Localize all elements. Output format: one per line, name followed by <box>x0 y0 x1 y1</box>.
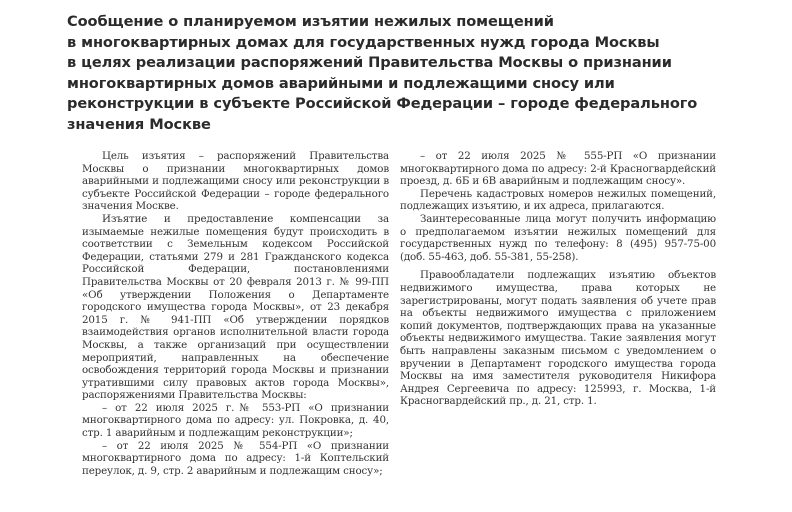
paragraph-contact-phone: Заинтересованные лица могут получить информацию о предполагаемом изъятии нежилых помещений для государственных нужд по телефону: 8 (495) 957-75-00 (доб. 55-463, доб. 55-381, 55-258). <box>400 212 716 263</box>
right-column <box>400 150 716 408</box>
title-line: значения Москве <box>67 115 211 133</box>
title-line: многоквартирных домов аварийными и подлежащими сносу или <box>67 74 615 92</box>
paragraph-cadastral-list: Перечень кадастровых номеров нежилых помещений, подлежащих изъятию, и их адреса, прилагаются. <box>400 187 716 213</box>
title-line: реконструкции в субъекте Российской Федерации – городе федерального <box>67 95 698 113</box>
title-line: в целях реализации распоряжений Правительства Москвы о признании <box>67 54 672 72</box>
paragraph-order-554: – от 22 июля 2025 № 554-РП «О признании многоквартирного дома по адресу: 1-й Коптельский переулок, д. 9, стр. 2 аварийным и подлежащим сносу»; <box>82 439 389 477</box>
paragraph-compensation: Изъятие и предоставление компенсации за изымаемые нежилые помещения будут происходить в соответствии с Земельным кодексом Российской Федерации, статьями 279 и 281 Гражданского кодекса Российской Федерации, постановлениями Правительства Москвы от 20 февраля 2013 г. № 99-ПП «Об утверждении Положения о Департаменте городского имущества города Москвы», от 23 декабря 2015 г. № 941-ПП «Об утверждении порядков взаимодействия органов исполнительной власти города Москвы, а также организаций при осуществлении мероприятий, направленных на обеспечение освобождения территорий города Москвы и признании утратившими силу правовых актов города Москвы», распоряжениями Правительства Москвы: <box>82 212 389 402</box>
left-column <box>82 150 389 477</box>
title-line: Сообщение о планируемом изъятии нежилых помещений <box>67 13 554 30</box>
title-line: в многоквартирных домах для государственных нужд города Москвы <box>67 33 660 51</box>
paragraph-rights-holders: Правообладатели подлежащих изъятию объектов недвижимого имущества, права которых не зарегистрированы, могут подать заявления об учете прав на объекты недвижимого имущества с приложением копий документов, подтверждающих права на указанные объекты недвижимого имущества. Такие заявления могут быть направлены заказным письмом с уведомлением о вручении в Департамент городского имущества города Москвы на имя заместителя руководителя Никифора Андрея Сергеевича по адресу: 125993, г. Москва, 1-й Красногвардейский пр., д. 21, стр. 1. <box>400 269 716 408</box>
page-title <box>67 12 747 136</box>
paragraph-order-555: – от 22 июля 2025 № 555-РП «О признании многоквартирного дома по адресу: 2-й Красногвардейский проезд, д. 6Б и 6В аварийным и подлежащим сносу». <box>400 150 716 188</box>
paragraph-order-553: – от 22 июля 2025 г.№ 553-РП «О признании многоквартирного дома по адресу: ул. Покровка, д. 40, стр. 1 аварийным и подлежащим реконструкции»; <box>82 401 389 440</box>
paragraph-purpose: Цель изъятия – распоряжений Правительства Москвы о признании многоквартирных домов аварийными и подлежащими сносу или реконструкции в субъекте Российской Федерации – городе федерального значения Москве. <box>82 150 389 213</box>
